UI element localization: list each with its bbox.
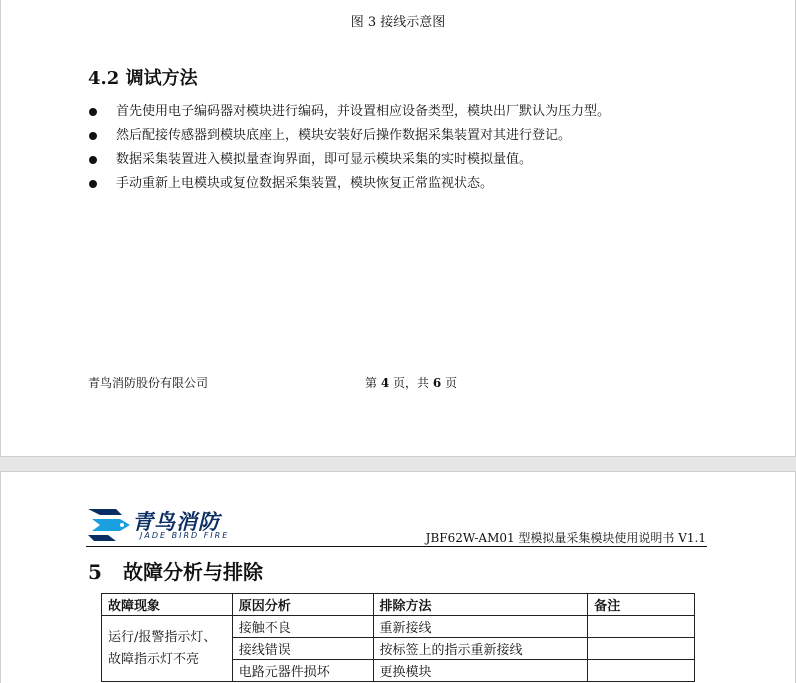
table-cell-cause: 接触不良 [232,616,373,638]
table-cell-note [588,660,695,682]
logo-text-chinese: 青鸟消防 [132,510,220,534]
header-divider [86,546,707,547]
list-item-text: 然后配接传感器到模块底座上，模块安装好后操作数据采集装置对其进行登记。 [116,128,572,143]
figure-caption: 图 3 接线示意图 [350,15,446,30]
current-page: 4 [380,376,390,390]
table-cell-fix: 重新接线 [373,616,588,638]
bullet-icon [89,132,97,140]
debug-steps-list [88,100,610,196]
table-cell-note [588,616,695,638]
table-cell-cause: 电路元器件损坏 [232,660,373,682]
column-header-cause: 原因分析 [232,594,373,616]
company-logo [86,505,236,545]
list-item-text: 手动重新上电模块或复位数据采集装置，模块恢复正常监视状态。 [116,176,494,191]
column-header-note: 备注 [588,594,695,616]
list-item [88,124,610,148]
table-cell-symptom: 运行/报警指示灯、故障指示灯不亮 [102,616,233,682]
bullet-icon [89,180,97,188]
table-cell-note [588,638,695,660]
chapter-number: 5 [88,560,102,584]
list-item [88,148,610,172]
column-header-fix: 排除方法 [373,594,588,616]
fault-analysis-table [101,593,695,682]
total-pages: 6 [432,376,442,390]
list-item [88,172,610,196]
table-row [102,616,695,638]
table-cell-fix: 按标签上的指示重新接线 [373,638,588,660]
chapter-heading-5 [88,556,263,585]
bullet-icon [89,156,97,164]
table-header-row [102,594,695,616]
footer-page-number: 第 4 页，共 6 页 [365,376,458,390]
document-header-title: JBF62W-AM01 型模拟量采集模块使用说明书 V1.1 [425,531,706,545]
footer-company: 青鸟消防股份有限公司 [88,376,209,390]
list-item-text: 首先使用电子编码器对模块进行编码，并设置相应设备类型，模块出厂默认为压力型。 [116,104,611,119]
list-item-text: 数据采集装置进入模拟量查询界面，即可显示模块采集的实时模拟量值。 [116,152,533,167]
section-heading-4-2: 4.2 调试方法 [88,68,198,89]
list-item [88,100,610,124]
chapter-title: 故障分析与排除 [122,560,263,584]
logo-text-english: JADE BIRD FIRE [140,531,230,540]
bullet-icon [89,108,97,116]
table-cell-fix: 更换模块 [373,660,588,682]
column-header-symptom: 故障现象 [102,594,233,616]
table-cell-cause: 接线错误 [232,638,373,660]
bird-logo-icon [86,505,132,545]
